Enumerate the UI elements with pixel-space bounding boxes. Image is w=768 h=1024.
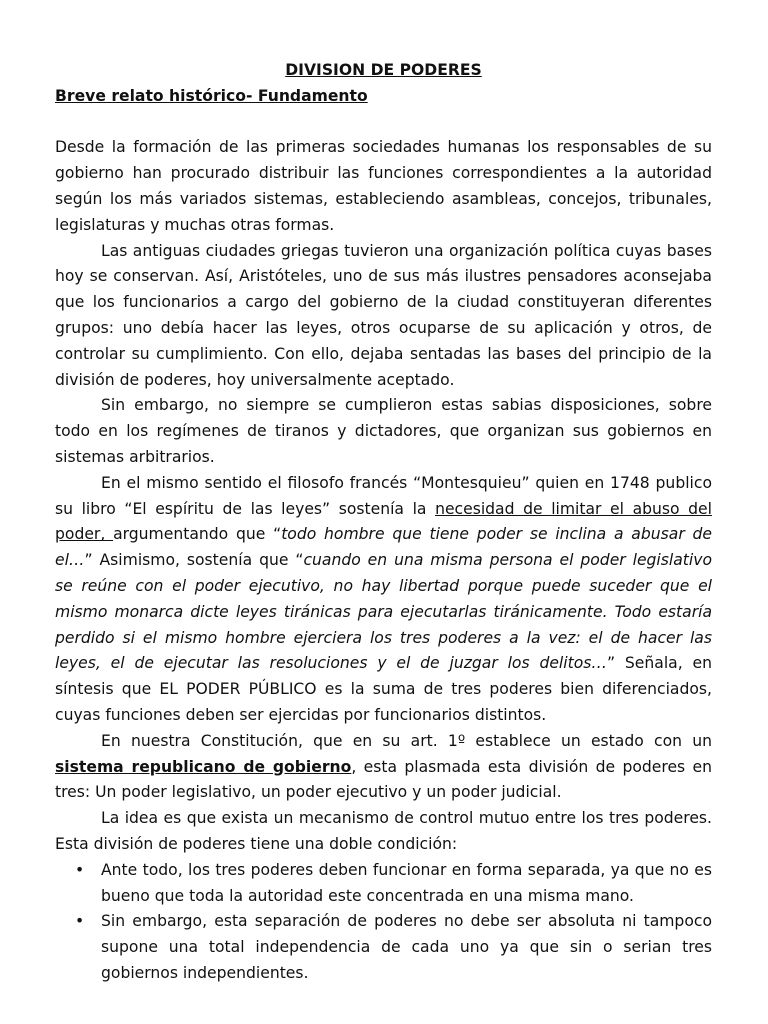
paragraph-5 [55,729,712,806]
bullet-list [55,858,712,987]
paragraph-4-quote-1: todo hombre que tiene poder se inclina a abusar de el… [55,525,712,570]
paragraph-4-underlined: necesidad de limitar el abuso del poder, [55,499,712,544]
document-subtitle: Breve relato histórico- Fundamento [55,86,368,105]
paragraph-4-text-c: argumentando que “ [113,525,282,544]
list-item [55,909,712,986]
paragraph-5-text-c: , esta plasmada esta división de poderes en tres: Un poder legislativo, un poder ejecutivo y un poder judicial. [55,757,712,802]
list-item [55,858,712,910]
paragraph-1: Desde la formación de las primeras sociedades humanas los responsables de su gobierno han procurado distribuir las funciones correspondientes a la autoridad según los más variados sistemas, estableciendo asambleas, concejos, tribunales, legislaturas y muchas otras formas. [55,138,712,234]
bullet-icon: • [75,860,85,879]
paragraph-5-emphasis: sistema republicano de gobierno [55,757,352,776]
bullet-icon: • [75,912,85,931]
paragraph-3: Sin embargo, no siempre se cumplieron estas sabias disposiciones, sobre todo en los regímenes de tiranos y dictadores, que organizan sus gobiernos en sistemas arbitrarios. [55,396,712,466]
paragraph-4-quote-2: cuando en una misma persona el poder legislativo se reúne con el poder ejecutivo, no hay libertad porque puede suceder que el mismo monarca dicte leyes tiránicas para ejecutarlas tiránicamente. Todo estaría perdido si el mismo hombre ejerciera los tres poderes a la vez: el de hacer las leyes, el de ejecutar las resoluciones y el de juzgar los delitos… [55,551,712,673]
paragraph-5-text-a: En nuestra Constitución, que en su art. 1º establece un estado con un [101,731,712,750]
paragraph-4-text-a: En el mismo sentido el filosofo francés “Montesquieu” quien en 1748 publico su libro “El espíritu de las leyes” sostenía la [55,473,712,518]
paragraph-4-text-g: ” Señala, en síntesis que EL PODER PÚBLICO es la suma de tres poderes bien diferenciados, cuyas funciones deben ser ejercidas por funcionarios distintos. [55,654,713,724]
paragraph-4 [55,471,712,729]
paragraph-4-text-e: ” Asimismo, sostenía que “ [84,551,304,570]
paragraph-2: Las antiguas ciudades griegas tuvieron una organización política cuyas bases hoy se conservan. Así, Aristóteles, uno de sus más ilustres pensadores aconsejaba que los funcionarios a cargo del gobierno de la ciudad constituyeran diferentes grupos: uno debía hacer las leyes, otros ocuparse de su aplicación y otros, de controlar su cumplimiento. Con ello, dejaba sentadas las bases del principio de la división de poderes, hoy universalmente aceptado. [55,241,712,389]
list-item-text: Sin embargo, esta separación de poderes no debe ser absoluta ni tampoco supone una total independencia de cada uno ya que sin o serian tres gobiernos independientes. [101,912,712,982]
document-title: DIVISION DE PODERES [285,61,482,79]
paragraph-6: La idea es que exista un mecanismo de control mutuo entre los tres poderes. Esta división de poderes tiene una doble condición: [55,809,712,853]
list-item-text: Ante todo, los tres poderes deben funcionar en forma separada, ya que no es bueno que toda la autoridad este concentrada en una misma mano. [101,860,712,905]
